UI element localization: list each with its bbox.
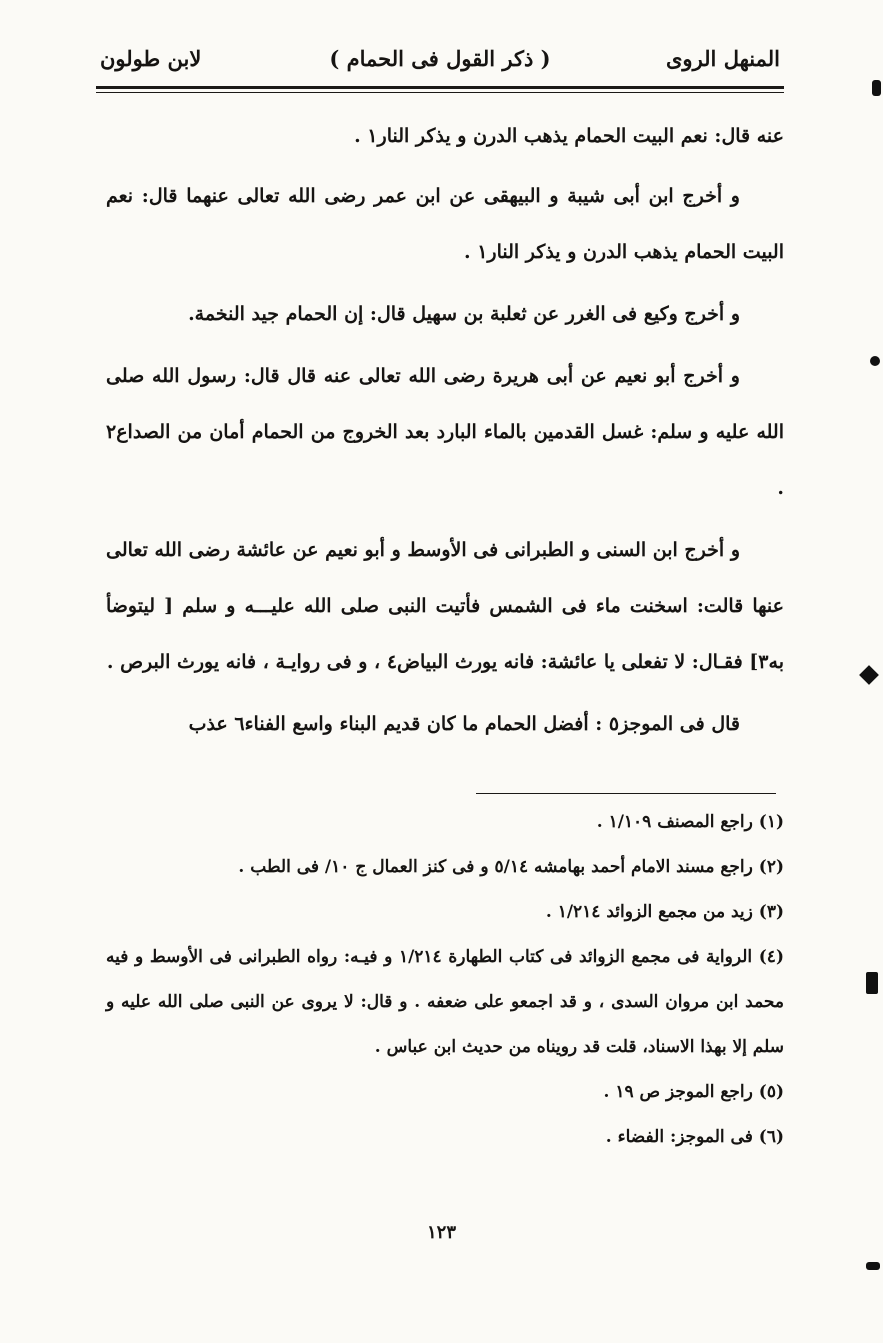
scan-mark xyxy=(870,356,880,366)
footnote: (٤) الرواية فى مجمع الزوائد فى كتاب الطهارة ١/٢١٤ و فيـه: رواه الطبرانى فى الأوسط و فيه محمد ابن مروان السدى ، و قد اجمعو على ضعفه . و قال: لا يروى عن النبى صلى الله عليه و سلم إلا بهذا الاسناد، قلت قد رويناه من حديث ابن عباس . xyxy=(106,947,784,1057)
footnote: (٥) راجع الموجز ص ١٩ . xyxy=(603,1082,784,1102)
scan-mark xyxy=(872,80,881,96)
footnotes xyxy=(106,800,784,1160)
footnote: (٢) راجع مسند الامام أحمد بهامشه ٥/١٤ و فى كنز العمال ج ١٠/ فى الطب . xyxy=(238,857,784,877)
page-number: ١٢٣ xyxy=(426,1222,456,1243)
paragraph: و أخرج ابن السنى و الطبرانى فى الأوسط و أبو نعيم عن عائشة رضى الله تعالى عنها قالت: اسخنت ماء فى الشمس فأتيت النبى صلى الله عليـــه و سلم [ ليتوضأ به٣] فقـال: لا تفعلى يا عائشة: فانه يورث البياض٤ ، و فى روايـة ، فانه يورث البرص . xyxy=(106,539,784,673)
paragraph: و أخرج ابن أبى شيبة و البيهقى عن ابن عمر رضى الله تعالى عنهما قال: نعم البيت الحمام يذهب الدرن و يذكر النار١ . xyxy=(106,185,784,263)
footnote: (٦) فى الموجز: الفضاء . xyxy=(605,1127,784,1147)
header-rule xyxy=(96,86,784,89)
scan-mark xyxy=(866,1262,880,1270)
scan-mark xyxy=(866,972,878,994)
section-title: ( ذكر القول فى الحمام ) xyxy=(329,46,551,71)
footnote: (٣) زيد من مجمع الزوائد ١/٢١٤ . xyxy=(545,902,784,922)
book-title: المنهل الروى xyxy=(665,46,780,71)
footnote: (١) راجع المصنف ١/١٠٩ . xyxy=(596,812,784,832)
main-text xyxy=(106,108,784,758)
paragraph: قال فى الموجز٥ : أفضل الحمام ما كان قديم البناء واسع الفناء٦ عذب xyxy=(188,713,740,735)
footnote-separator xyxy=(476,793,776,794)
running-header xyxy=(96,42,784,82)
header-rule-thin xyxy=(96,92,784,93)
scan-mark xyxy=(859,665,879,685)
author-name: لابن طولون xyxy=(100,46,202,71)
paragraph: عنه قال: نعم البيت الحمام يذهب الدرن و يذكر النار١ . xyxy=(354,125,784,147)
paragraph: و أخرج وكيع فى الغرر عن ثعلبة بن سهيل قال: إن الحمام جيد النخمة. xyxy=(188,303,740,325)
paragraph: و أخرج أبو نعيم عن أبى هريرة رضى الله تعالى عنه قال قال: رسول الله صلى الله عليه و سلم: غسل القدمين بالماء البارد بعد الخروج من الحمام أمان من الصداع٢ . xyxy=(106,365,784,499)
